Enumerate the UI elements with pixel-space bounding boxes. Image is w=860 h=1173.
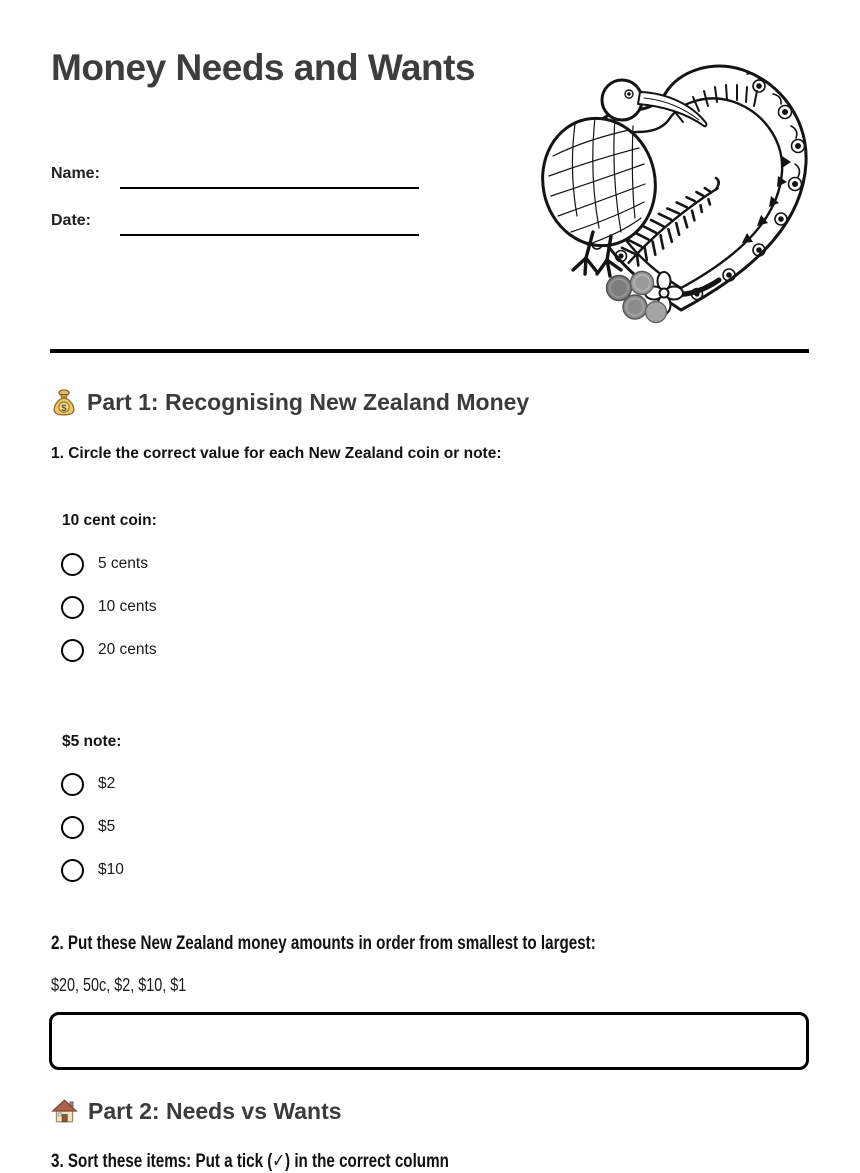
money-bag-icon [51, 388, 77, 416]
q2-answer-box[interactable] [49, 1012, 809, 1070]
option-label: $10 [98, 861, 124, 878]
option-label: 20 cents [98, 641, 157, 658]
part1-heading [51, 388, 529, 416]
date-input-line[interactable] [120, 234, 419, 236]
radio-10cent-10cents[interactable] [61, 596, 84, 619]
option-label: 5 cents [98, 555, 148, 572]
radio-5note-2dollar[interactable] [61, 773, 84, 796]
part1-heading-text: Part 1: Recognising New Zealand Money [87, 388, 530, 415]
option-row [61, 858, 124, 882]
radio-10cent-5cents[interactable] [61, 553, 84, 576]
question-2-amounts: $20, 50c, $2, $10, $1 [51, 975, 187, 995]
svg-text:$: $ [61, 402, 67, 413]
section-divider [50, 349, 809, 353]
part2-heading [51, 1097, 342, 1125]
radio-5note-5dollar[interactable] [61, 816, 84, 839]
option-row [61, 772, 115, 796]
question-3-text: 3. Sort these items: Put a tick (✓) in the correct column [51, 1151, 449, 1172]
option-row [61, 815, 115, 839]
group-5dollar-label: $5 note: [62, 733, 122, 750]
option-label: $2 [98, 775, 116, 792]
kiwi-fern-heart-illustration [522, 60, 814, 322]
page-title: Money Needs and Wants [51, 47, 475, 88]
question-1-text: 1. Circle the correct value for each New Zealand coin or note: [51, 445, 502, 462]
option-row [61, 552, 148, 576]
option-label: 10 cents [98, 598, 157, 615]
house-icon [51, 1097, 78, 1125]
radio-5note-10dollar[interactable] [61, 859, 84, 882]
name-input-line[interactable] [120, 187, 419, 189]
option-label: $5 [98, 818, 116, 835]
option-row [61, 638, 157, 662]
option-row [61, 595, 157, 619]
group-10cent-label: 10 cent coin: [62, 512, 157, 529]
date-label: Date: [51, 212, 92, 229]
question-2-text: 2. Put these New Zealand money amounts in order from smallest to largest: [51, 933, 596, 954]
name-label: Name: [51, 165, 100, 182]
radio-10cent-20cents[interactable] [61, 639, 84, 662]
part2-heading-text: Part 2: Needs vs Wants [88, 1097, 342, 1124]
